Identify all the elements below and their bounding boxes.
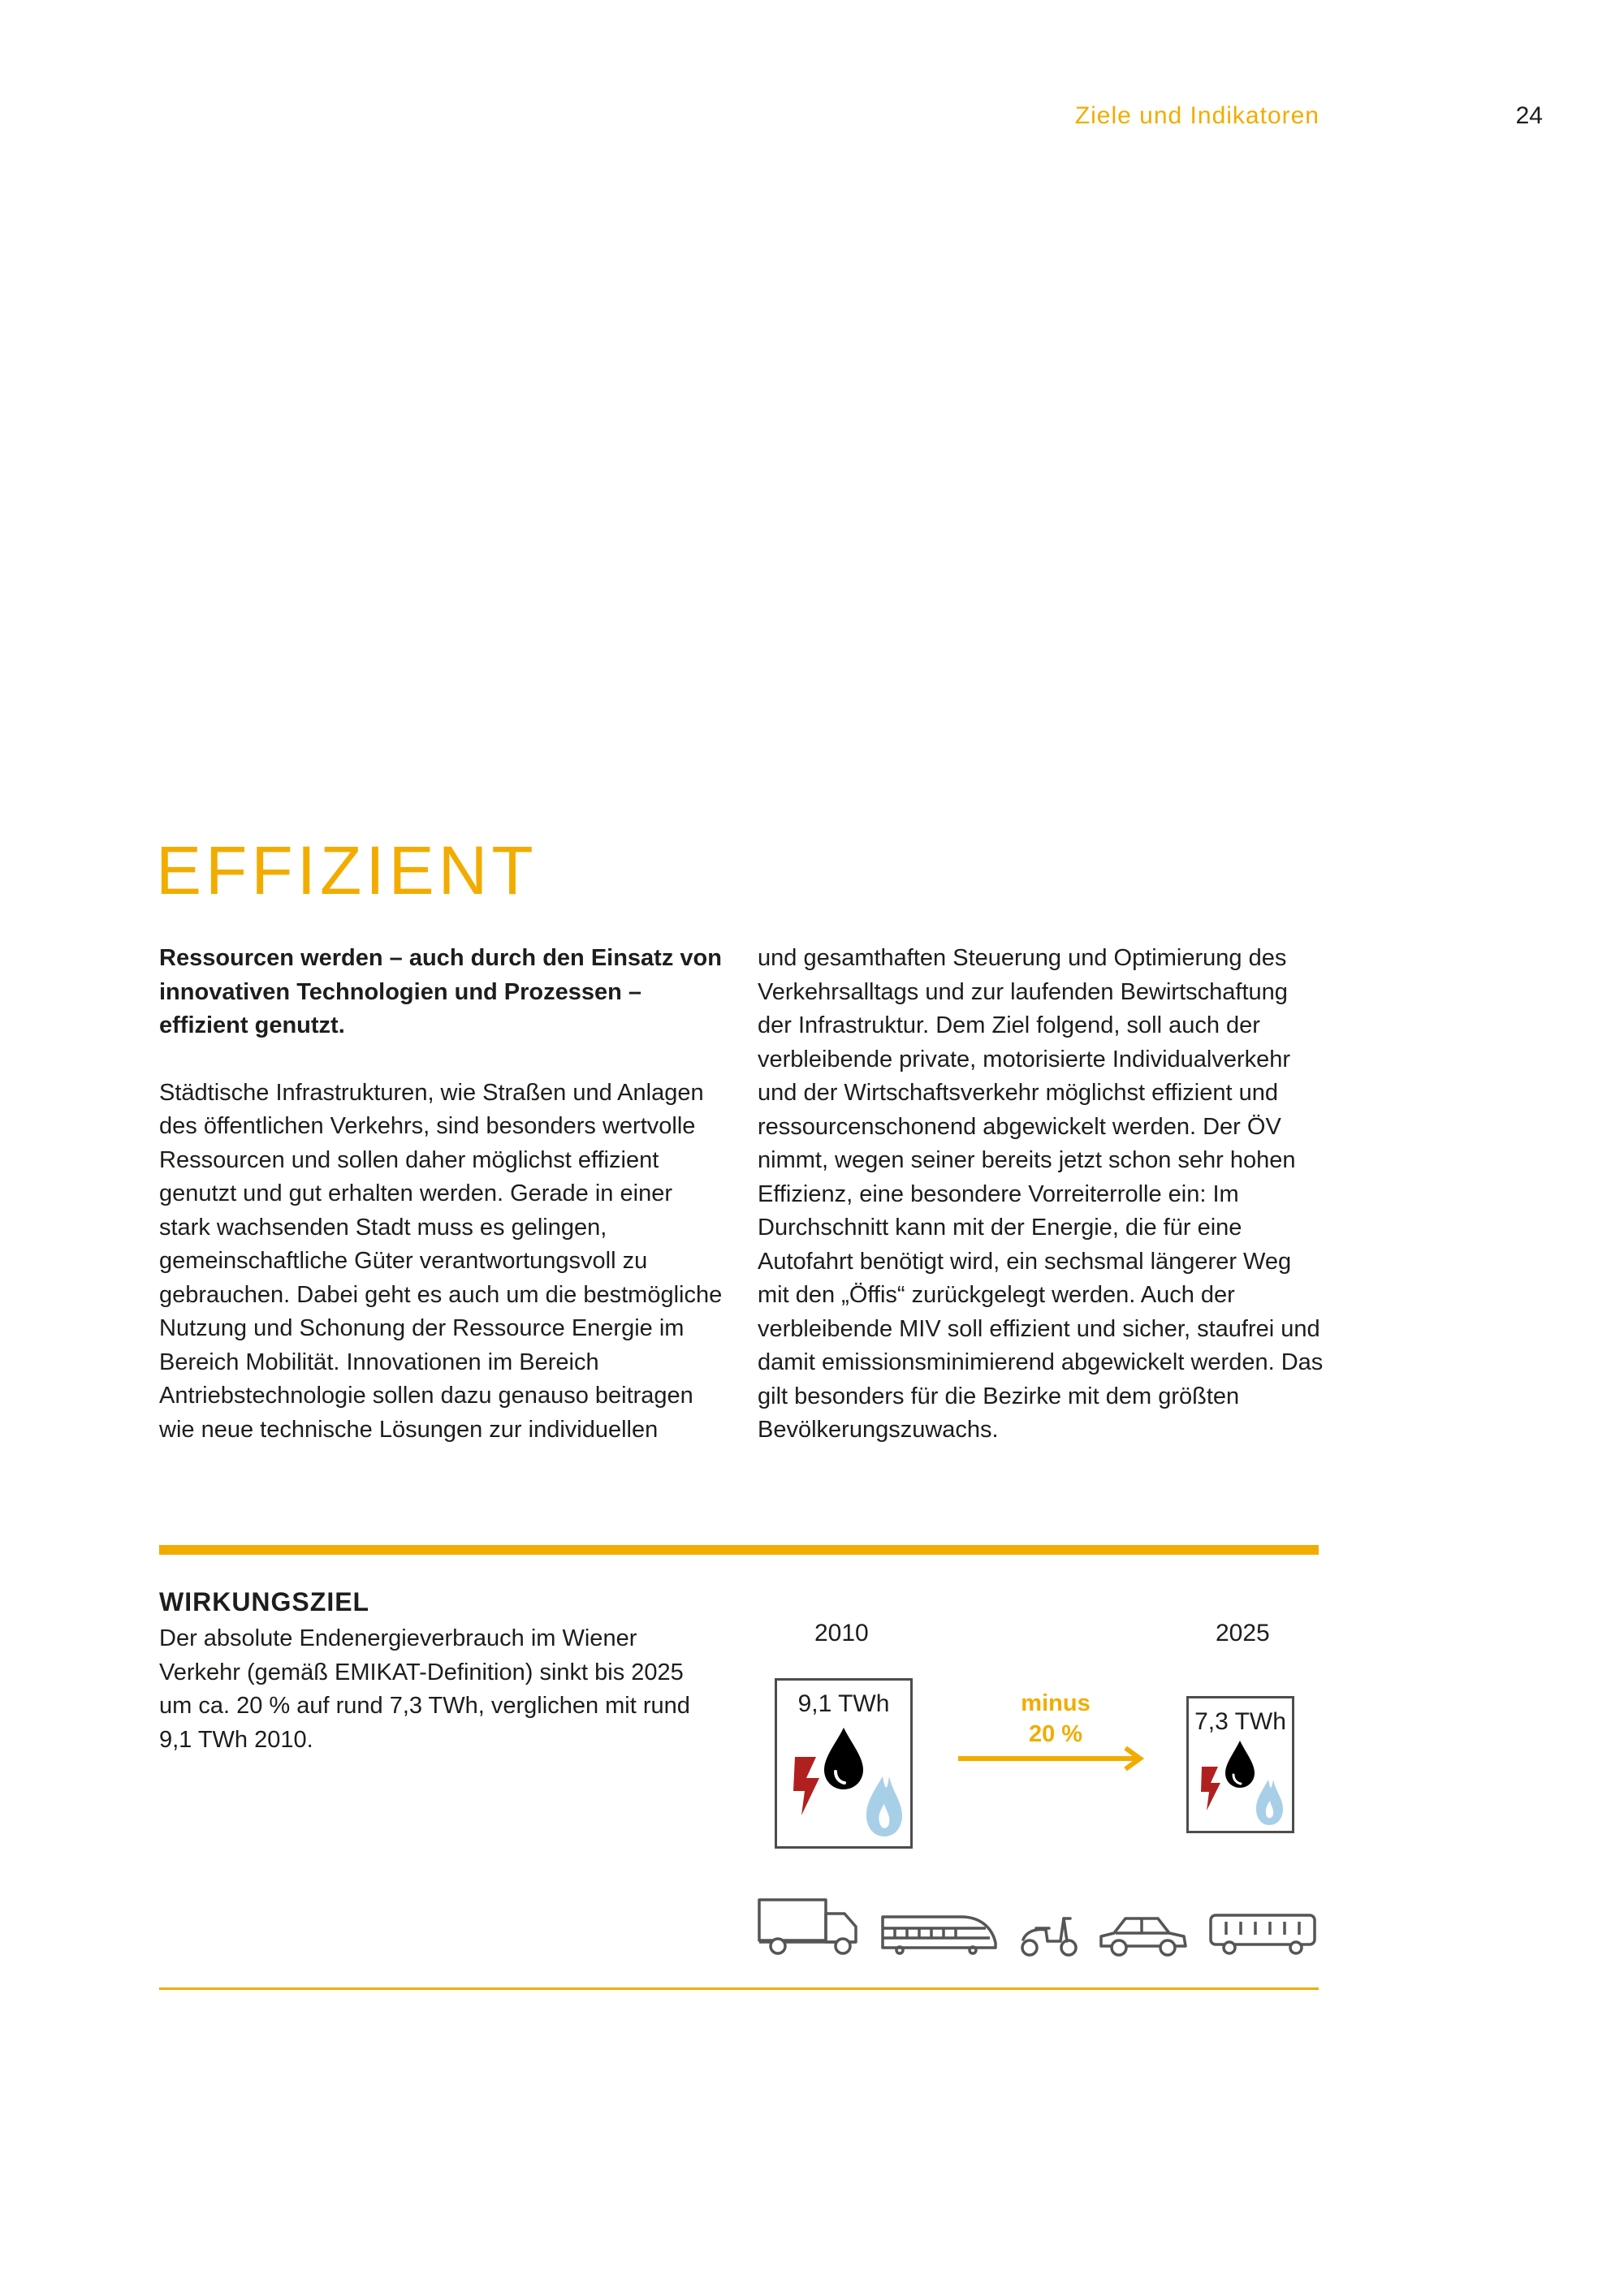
oil-drop-icon [824, 1728, 863, 1789]
section-title: Ziele und Indikatoren [1074, 102, 1320, 129]
column-right [758, 942, 1326, 1448]
section-divider [159, 1545, 1319, 1555]
energy-sources-icon [1189, 1741, 1292, 1830]
body-paragraph-right: und gesamthaften Steuerung und Optimierung des Verkehrsalltags und zur laufenden Bewirtschaftung der Infrastruktur. Dem Ziel folgend, soll auch der verbleibende private, motorisierte Individualverkehr und der Wirtschaftsverkehr möglichst effizient und ressourcenschonend abgewickelt werden. Der ÖV nimmt, wegen seiner bereits jetzt schon sehr hohen Effizienz, eine besondere Vorreiterrolle ein: Im Durchschnitt kann mit der Energie, die für eine Autofahrt benötigt wird, ein sechsmal längerer Weg mit den „Öffis“ zurückgelegt werden. Auch der verbleibende MIV soll effizient und sicher, staufrei und damit emissionsminimierend abgewickelt werden. Das gilt besonders für die Bezirke mit dem größten Bevölkerungszuwachs. [758, 945, 1324, 1443]
page-title: EFFIZIENT [156, 832, 538, 908]
bus-icon [1208, 1910, 1319, 1956]
energy-box-2010 [775, 1678, 913, 1849]
body-paragraph-left: Städtische Infrastrukturen, wie Straßen und Anlagen des öffentlichen Verkehrs, sind besonders wertvolle Ressourcen und sollen daher möglichst effizient genutzt und gut erhalten werden. Gerade in einer stark wachsenden Stadt muss es gelingen, gemeinschaftliche Güter verantwortungsvoll zu gebrauchen. Dabei geht es auch um die bestmögliche Nutzung und Schonung der Ressource Energie im Bereich Mobilität. Innovationen im Bereich Antriebstechnologie sollen dazu genauso beitragen wie neue technische Lösungen zur individuellen [159, 1079, 723, 1443]
car-icon [1098, 1912, 1189, 1957]
reduction-arrow-icon [958, 1746, 1150, 1772]
energy-value-2025: 7,3 TWh [1194, 1708, 1286, 1735]
year-2025: 2025 [1216, 1620, 1270, 1646]
column-left [159, 942, 728, 1447]
reduction-label [1007, 1688, 1104, 1750]
wirkungsziel-text: Der absolute Endenergieverbrauch im Wiener Verkehr (gemäß EMIKAT-Definition) sinkt bis 2025 um ca. 20 % auf rund 7,3 TWh, verglichen mit rund 9,1 TWh 2010. [159, 1625, 690, 1753]
energy-value-2010: 9,1 TWh [797, 1690, 890, 1717]
energy-box-2025 [1186, 1696, 1294, 1833]
page-number: 24 [1515, 102, 1543, 129]
energy-sources-icon [777, 1724, 910, 1846]
scooter-icon [1018, 1912, 1080, 1957]
lead-paragraph: Ressourcen werden – auch durch den Einsatz von innovativen Technologien und Prozessen – effizient genutzt. [159, 945, 722, 1038]
electricity-bolt-icon [793, 1757, 819, 1815]
wirkungsziel-title: WIRKUNGSZIEL [159, 1587, 370, 1616]
truck-icon [757, 1897, 859, 1956]
electricity-bolt-icon [1201, 1767, 1220, 1810]
reduction-word: minus [1021, 1690, 1091, 1716]
year-2010: 2010 [814, 1620, 869, 1646]
train-icon [880, 1910, 999, 1956]
section-bottom-rule [159, 1987, 1319, 1990]
reduction-percent: 20 % [1028, 1721, 1083, 1747]
oil-drop-icon [1225, 1741, 1255, 1788]
